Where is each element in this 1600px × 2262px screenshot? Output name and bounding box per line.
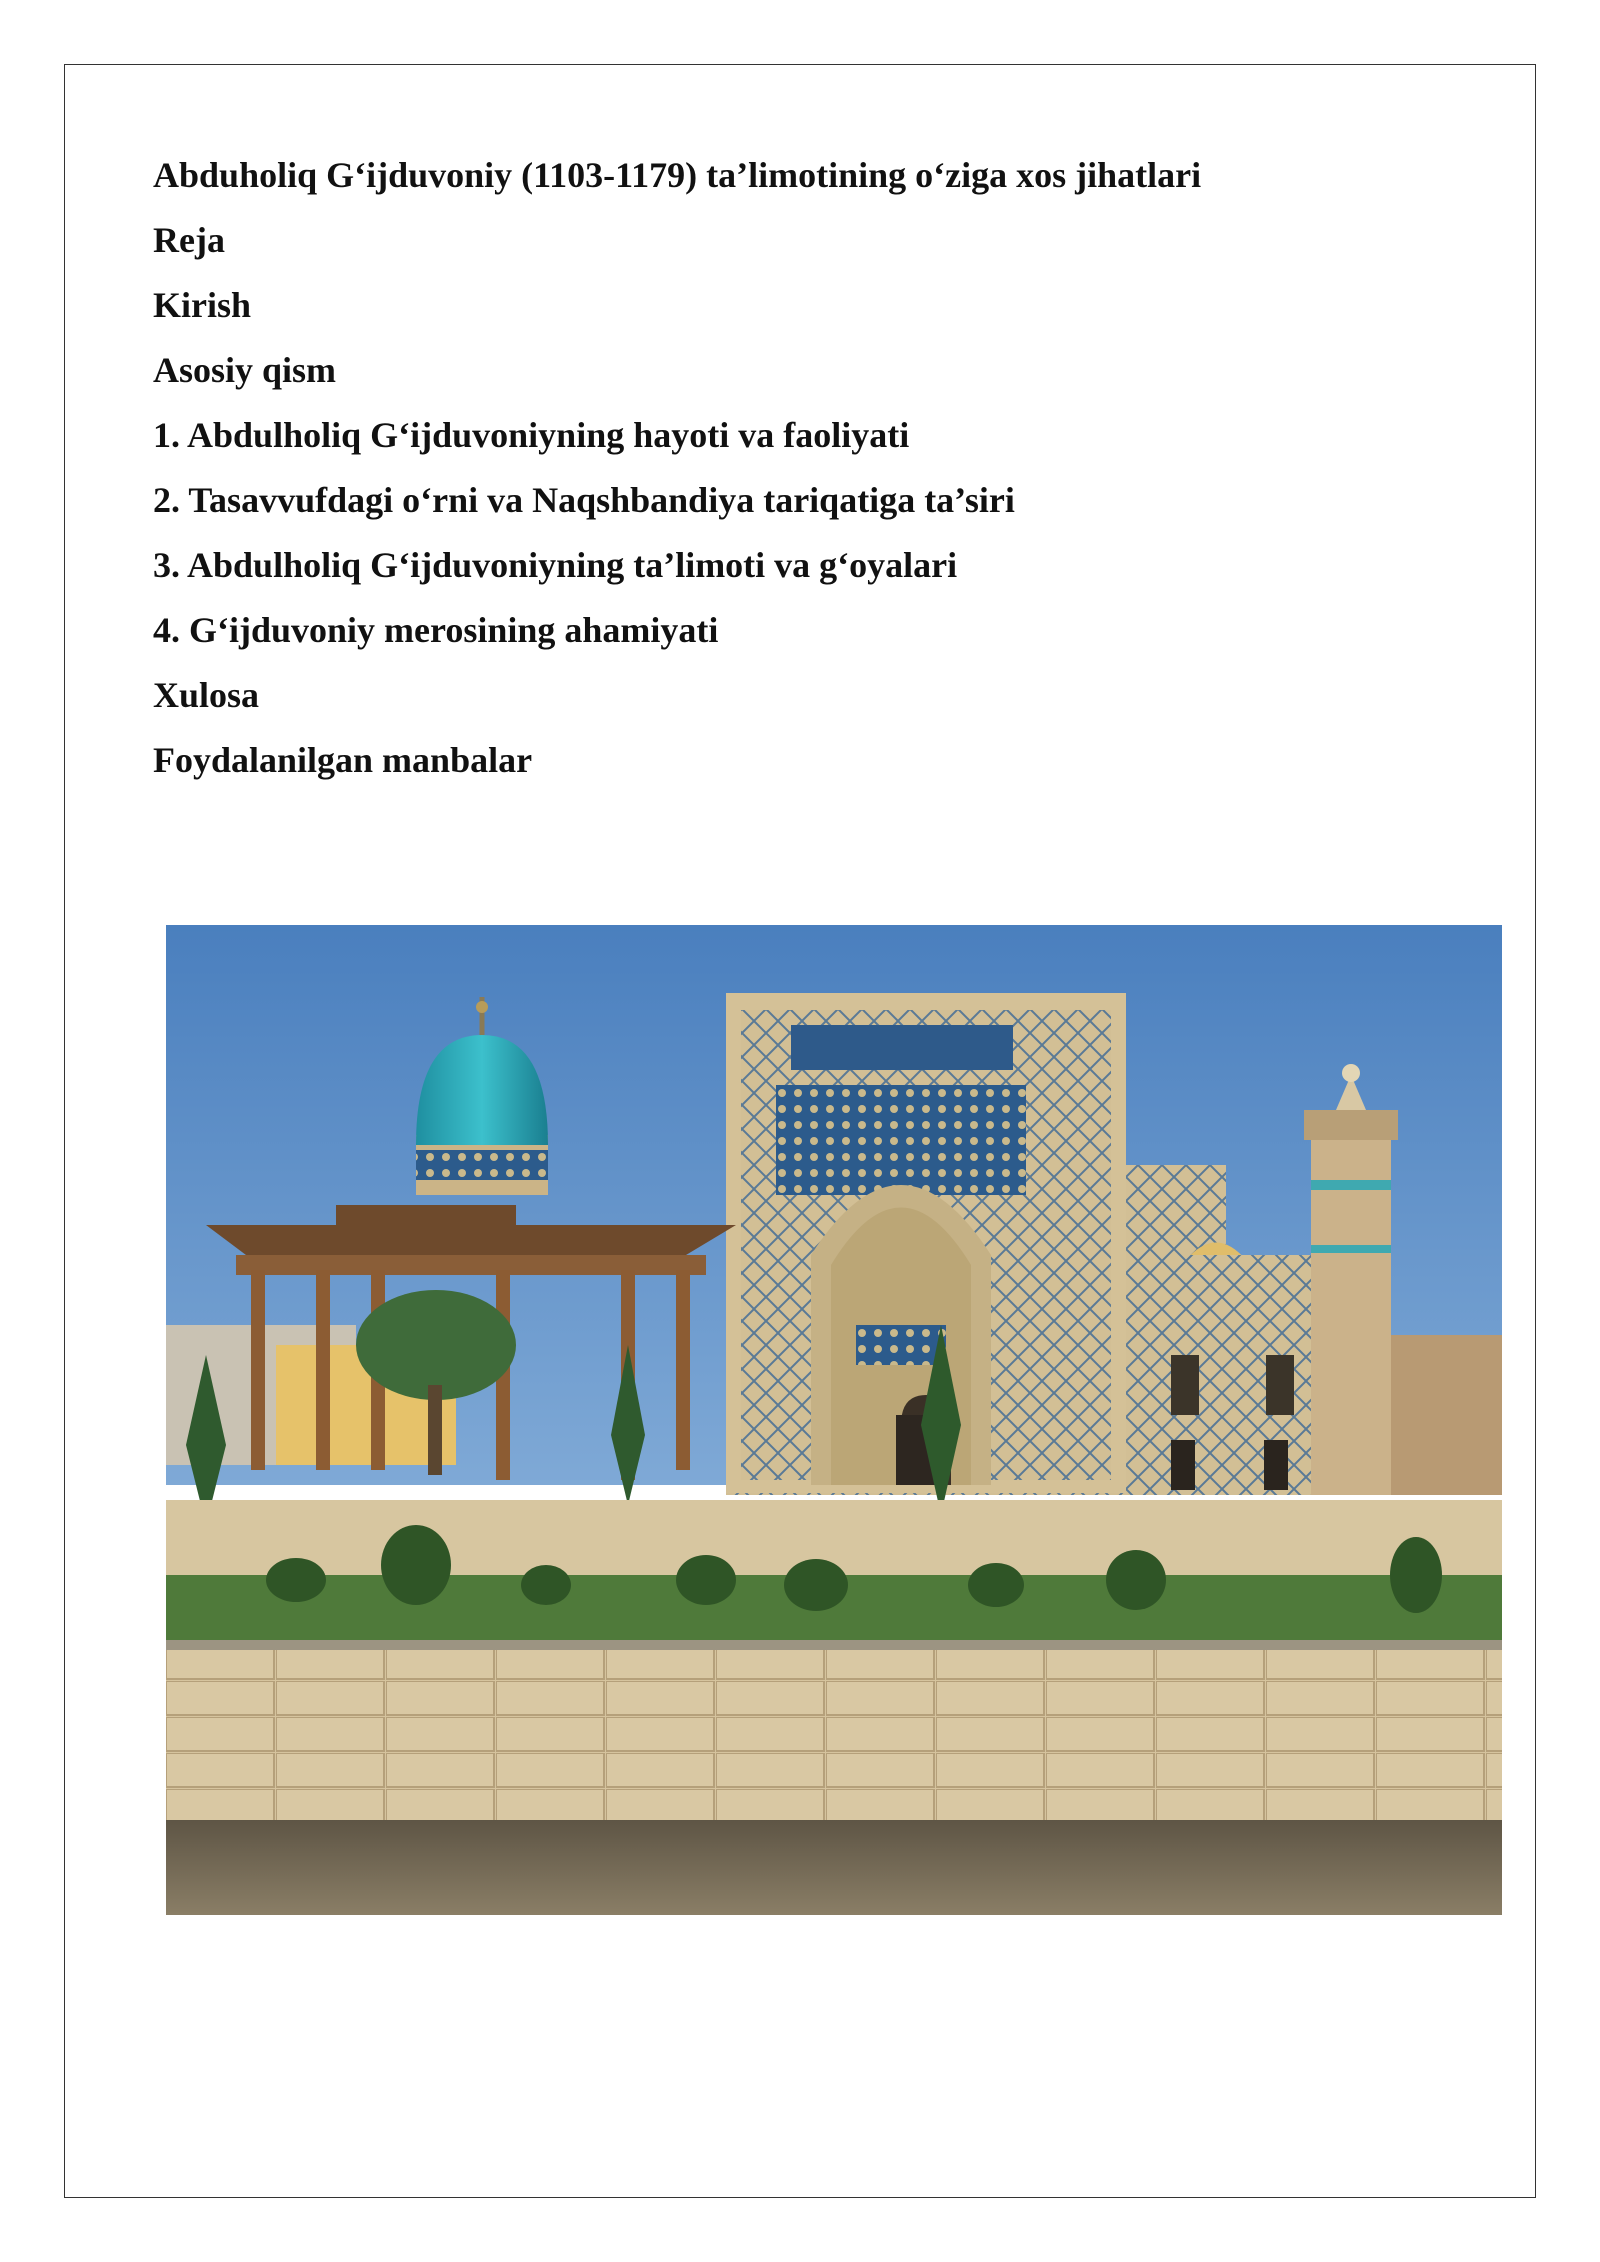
outline-item: 2. Tasavvufdagi o‘rni va Naqshbandiya tariqatiga ta’siri	[153, 480, 1015, 520]
right-facade	[1131, 1255, 1341, 1495]
outline-item: Asosiy qism	[153, 350, 337, 390]
outline-item: Kirish	[153, 285, 252, 325]
pond-water	[166, 1820, 1502, 1915]
document-text	[153, 152, 1201, 802]
minaret	[1304, 1064, 1398, 1495]
mausoleum-photo	[166, 925, 1502, 1915]
tree	[356, 1290, 516, 1400]
outline-item: 3. Abdulholiq G‘ijduvoniyning ta’limoti va g‘oyalari	[153, 545, 958, 585]
plan-heading: Reja	[153, 220, 225, 260]
outline-item: 4. G‘ijduvoniy merosining ahamiyati	[153, 610, 719, 650]
outline-item: Xulosa	[153, 675, 260, 715]
outline-item: 1. Abdulholiq G‘ijduvoniyning hayoti va faoliyati	[153, 415, 910, 455]
document-title: Abduholiq G‘ijduvoniy (1103-1179) ta’limotining o‘ziga xos jihatlari	[153, 155, 1202, 195]
outline-item: Foydalanilgan manbalar	[153, 740, 533, 780]
embankment	[166, 1640, 1502, 1820]
right-wall	[1391, 1335, 1502, 1495]
